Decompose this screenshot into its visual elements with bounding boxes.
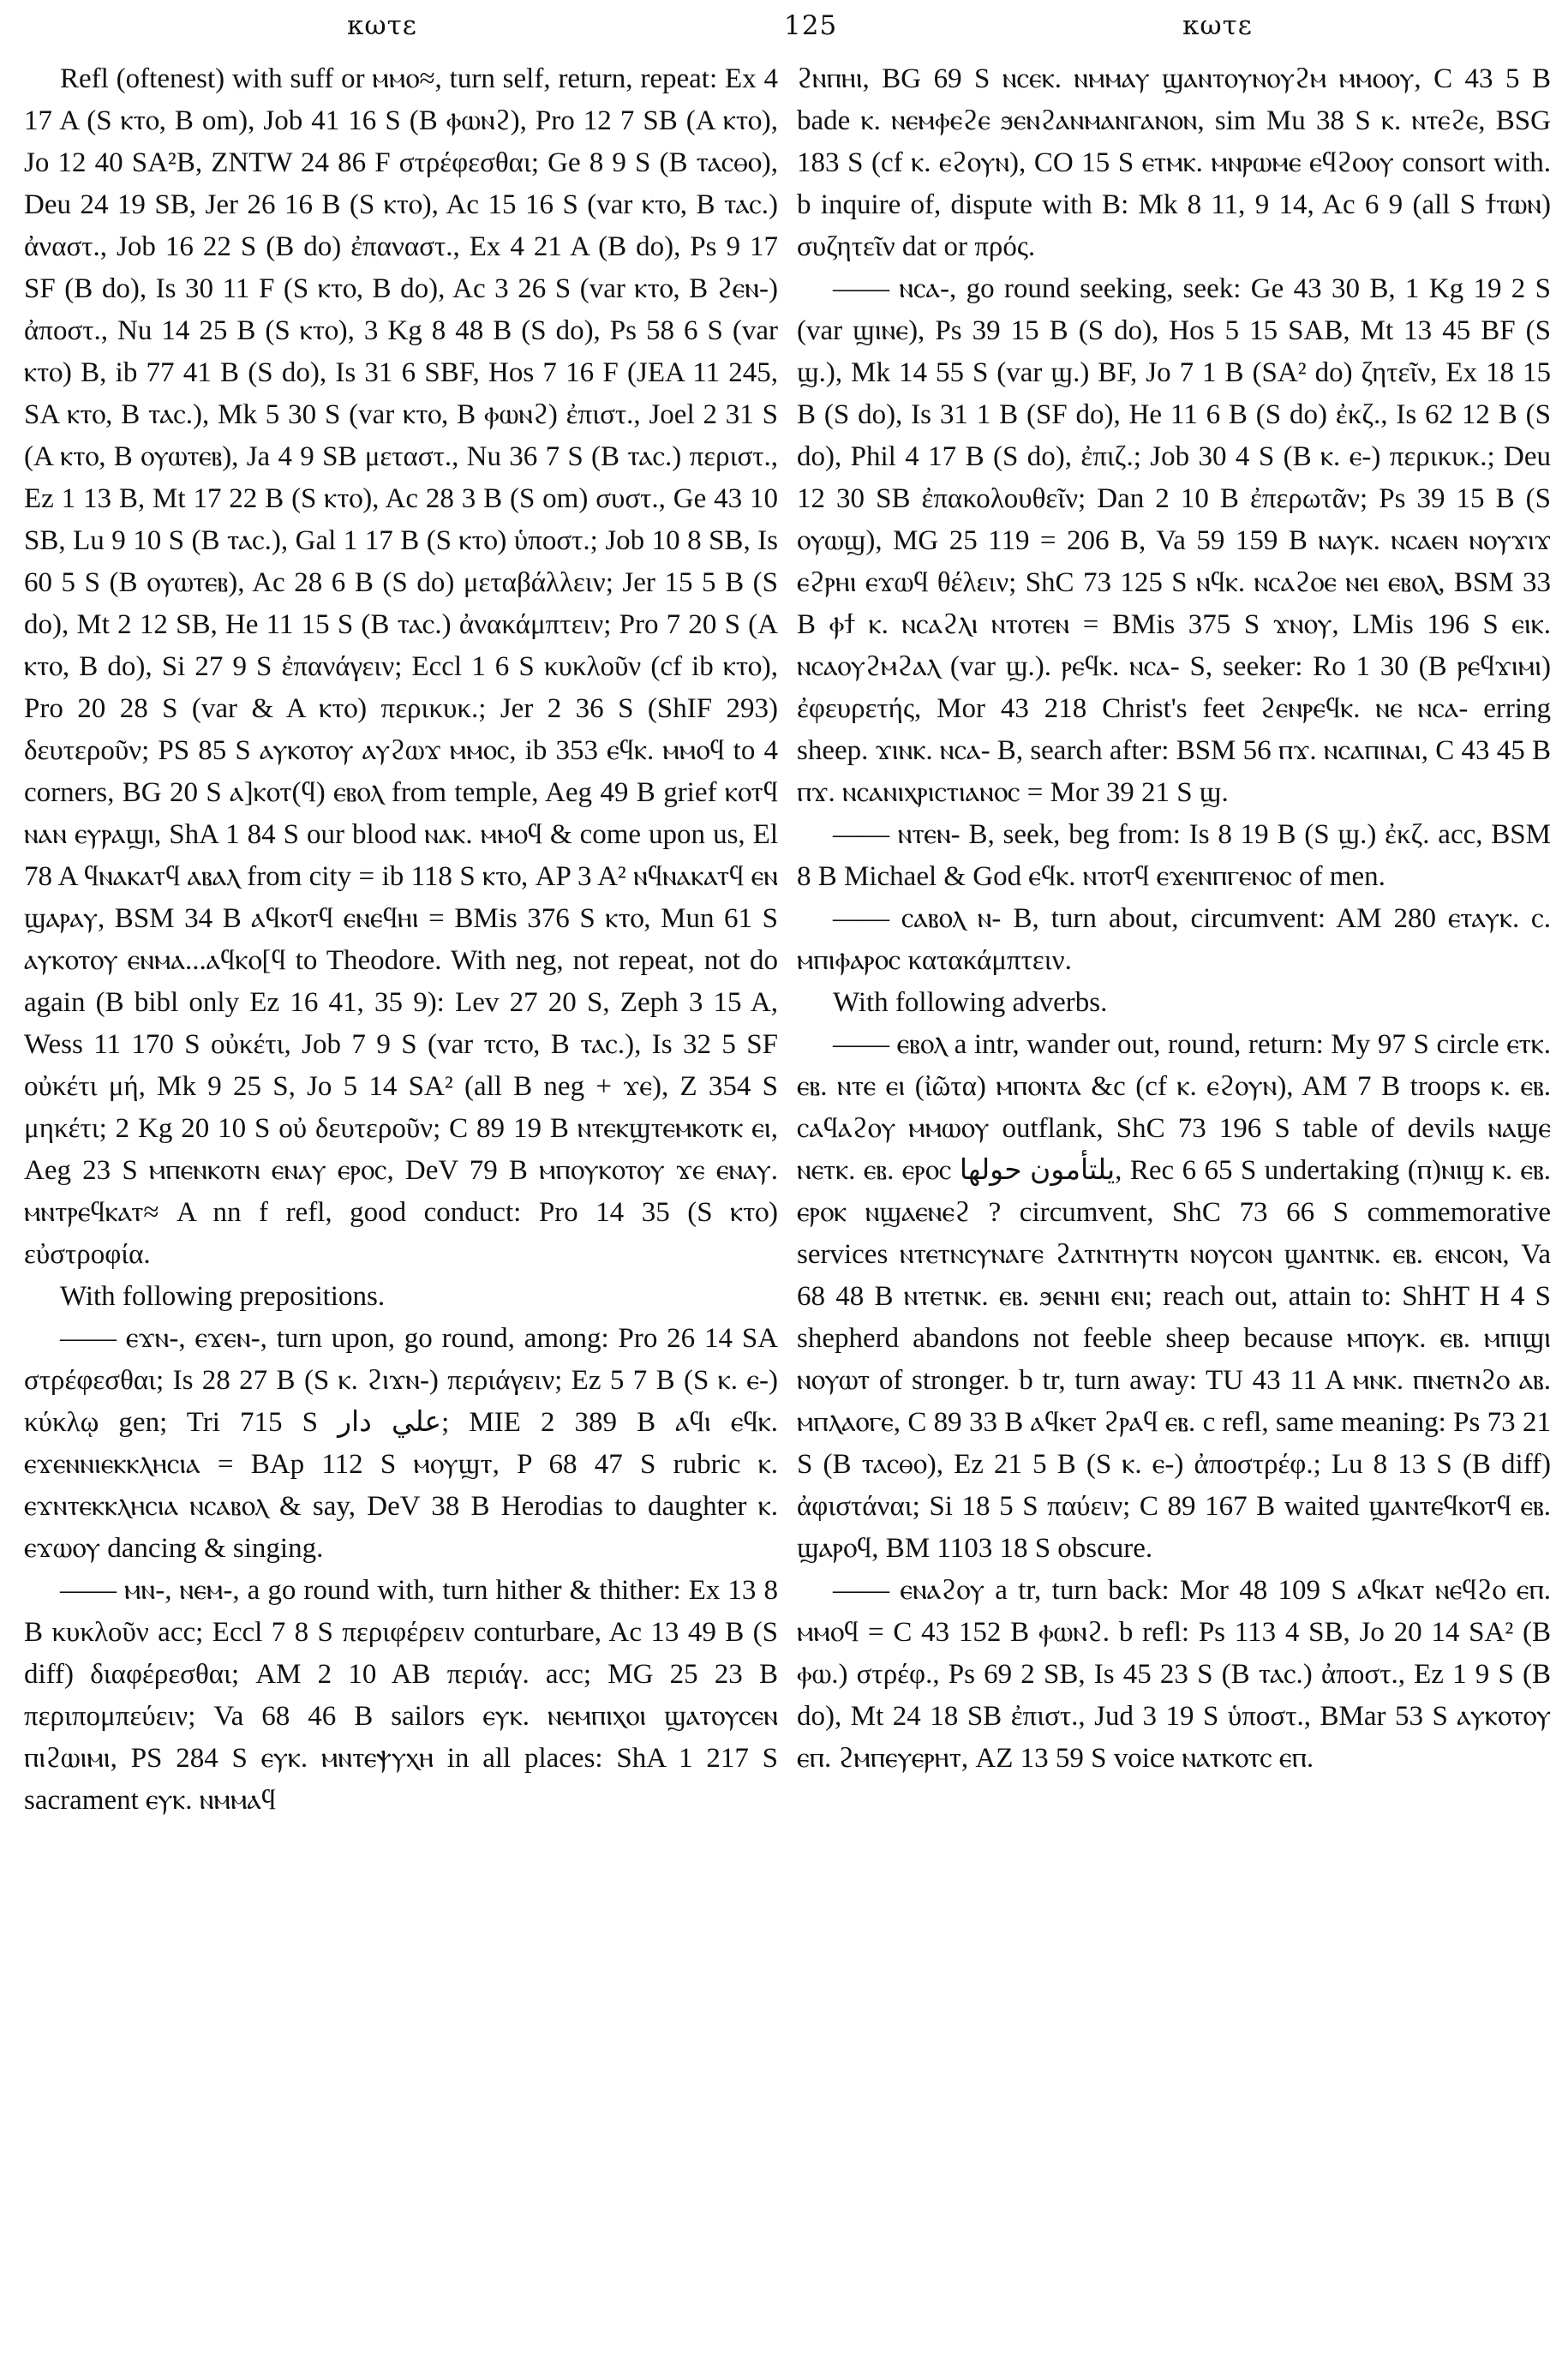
- entry-paragraph: ϩⲛⲡⲏⲓ, BG 69 S ⲛⲥⲉⲕ. ⲛⲙⲙⲁⲩ ϣⲁⲛⲧⲟⲩⲛⲟⲩϩⲙ ⲙⲙⲟⲟⲩ, C 43 5 B bade ⲕ. ⲛⲉⲙⲫⲉϩⲉ ϧⲉⲛϩⲁⲛⲙⲁⲛⲅⲁⲛⲟⲛ, sim Mu 38 S ⲕ. ⲛⲧⲉϩⲉ, BSG 183 S (cf ⲕ. ⲉϩⲟⲩⲛ), CO 15 S ⲉⲧⲙⲕ. ⲙⲛⲣⲱⲙⲉ ⲉϥϩⲟⲟⲩ consort with. b inquire of, dispute with B: Mk 8 11, 9 14, Ac 6 9 (all S ϯⲧⲱⲛ) συζητεῖν dat or πρός.: [797, 63, 1551, 262]
- entry-paragraph: —— ⲙⲛ-, ⲛⲉⲙ-, a go round with, turn hither & thither: Ex 13 8 B κυκλοῦν acc; Eccl 7 8 S περιφέρειν conturbare, Ac 13 49 B (S diff) διαφέρεσθαι; AM 2 10 AB περιάγ. acc; MG 25 23 B περιπομπεύειν; Va 68 46 B sailors ⲉⲩⲕ. ⲛⲉⲙⲡⲓⲭⲟⲓ ϣⲁⲧⲟⲩⲥⲉⲛ ⲡⲓϩⲱⲓⲙⲓ, PS 284 S ⲉⲩⲕ. ⲙⲛⲧⲉⲯⲩⲭⲏ in all places: ShA 1 217 S sacrament ⲉⲩⲕ. ⲛⲙⲙⲁϥ: [24, 1575, 778, 1816]
- entry-paragraph: Refl (oftenest) with suff or ⲙⲙⲟ≈, turn self, return, repeat: Ex 4 17 A (S ⲕⲧⲟ, B om), Job 41 16 S (B ⲫⲱⲛϩ), Pro 12 7 SB (A ⲕⲧⲟ), Jo 12 40 SA²B, ZNTW 24 86 F στρέφεσθαι; Ge 8 9 S (B ⲧⲁⲥⲑⲟ), Deu 24 19 SB, Jer 26 16 B (S ⲕⲧⲟ), Ac 15 16 S (var ⲕⲧⲟ, B ⲧⲁⲥ.) ἀναστ., Job 16 22 S (B do) ἐπαναστ., Ex 4 21 A (B do), Ps 9 17 SF (B do), Is 30 11 F (S ⲕⲧⲟ, B do), Ac 3 26 S (var ⲕⲧⲟ, B ϩⲉⲛ-) ἀποστ., Nu 14 25 B (S ⲕⲧⲟ), 3 Kg 8 48 B (S do), Ps 58 6 S (var ⲕⲧⲟ) B, ib 77 41 B (S do), Is 31 6 SBF, Hos 7 16 F (JEA 11 245, SA ⲕⲧⲟ, B ⲧⲁⲥ.), Mk 5 30 S (var ⲕⲧⲟ, B ⲫⲱⲛϩ) ἐπιστ., Joel 2 31 S (A ⲕⲧⲟ, B ⲟⲩⲱⲧⲉⲃ), Ja 4 9 SB μεταστ., Nu 36 7 S (B ⲧⲁⲥ.) περιστ., Ez 1 13 B, Mt 17 22 B (S ⲕⲧⲟ), Ac 28 3 B (S om) συστ., Ge 43 10 SB, Lu 9 10 S (B ⲧⲁⲥ.), Gal 1 17 B (S ⲕⲧⲟ) ὑποστ.; Job 10 8 SB, Is 60 5 S (B ⲟⲩⲱⲧⲉⲃ), Ac 28 6 B (S do) μεταβάλλειν; Jer 15 5 B (S do), Mt 2 12 SB, He 11 15 S (B ⲧⲁⲥ.) ἀνακάμπτειν; Pro 7 20 S (A ⲕⲧⲟ, B do), Si 27 9 S ἐπανάγειν; Eccl 1 6 S κυκλοῦν (cf ib ⲕⲧⲟ), Pro 20 28 S (var & A ⲕⲧⲟ) περικυκ.; Jer 2 36 S (ShIF 293) δευτεροῦν; PS 85 S ⲁⲩⲕⲟⲧⲟⲩ ⲁⲩϩⲱϫ ⲙⲙⲟⲥ, ib 353 ⲉϥⲕ. ⲙⲙⲟϥ to 4 corners, BG 20 S ⲁ]ⲕⲟⲧ(ϥ) ⲉⲃⲟⲗ from temple, Aeg 49 B grief ⲕⲟⲧϥ ⲛⲁⲛ ⲉⲩⲣⲁϣⲓ, ShA 1 84 S our blood ⲛⲁⲕ. ⲙⲙⲟϥ & come upon us, El 78 A ϥⲛⲁⲕⲁⲧϥ ⲁⲃⲁⲗ from city = ib 118 S ⲕⲧⲟ, AP 3 A² ⲛϥⲛⲁⲕⲁⲧϥ ⲉⲛ ϣⲁⲣⲁⲩ, BSM 34 B ⲁϥⲕⲟⲧϥ ⲉⲛⲉϥⲏⲓ = BMis 376 S ⲕⲧⲟ, Mun 61 S ⲁⲩⲕⲟⲧⲟⲩ ⲉⲛⲙⲁ...ⲁϥⲕⲟ[ϥ to Theodore. With neg, not repeat, not do again (B bibl only Ez 16 41, 35 9): Lev 27 20 S, Zeph 3 15 A, Wess 11 170 S οὐκέτι, Job 7 9 S (var ⲧⲥⲧⲟ, B ⲧⲁⲥ.), Is 32 5 SF οὐκέτι μή, Mk 9 25 S, Jo 5 14 SA² (all B neg + ϫⲉ), Z 354 S μηκέτι; 2 Kg 20 10 S οὐ δευτεροῦν; C 89 19 B ⲛⲧⲉⲕϣⲧⲉⲙⲕⲟⲧⲕ ⲉⲓ, Aeg 23 S ⲙⲡⲉⲛⲕⲟⲧⲛ ⲉⲛⲁⲩ ⲉⲣⲟⲥ, DeV 79 B ⲙⲡⲟⲩⲕⲟⲧⲟⲩ ϫⲉ ⲉⲛⲁⲩ. ⲙⲛⲧⲣⲉϥⲕⲁⲧ≈ A nn f refl, good conduct: Pro 14 35 (S ⲕⲧⲟ) εὐστροφία.: [24, 63, 778, 1270]
- entry-paragraph: —— ⲉϫⲛ-, ⲉϫⲉⲛ-, turn upon, go round, among: Pro 26 14 SA στρέφεσθαι; Is 28 27 B (S ⲕ. ϩⲓϫⲛ-) περιάγειν; Ez 5 7 B (S ⲕ. ⲉ-) κύκλῳ gen; Tri 715 S علي دار; MIE 2 389 B ⲁϥⲓ ⲉϥⲕ. ⲉϫⲉⲛⲛⲓⲉⲕⲕⲗⲏⲥⲓⲁ = BAp 112 S ⲙⲟⲩϣⲧ, P 68 47 S rubric ⲕ. ⲉϫⲛⲧⲉⲕⲕⲗⲏⲥⲓⲁ ⲛⲥⲁⲃⲟⲗ & say, DeV 38 B Herodias to daughter ⲕ. ⲉϫⲱⲟⲩ dancing & singing.: [24, 1323, 779, 1564]
- page-header: [51, 10, 1525, 48]
- section-heading: With following prepositions.: [60, 1281, 386, 1312]
- left-column: [24, 58, 778, 1822]
- right-column: [797, 58, 1551, 1780]
- page-number: 125: [784, 10, 838, 41]
- entry-paragraph: —— ⲛⲧⲉⲛ- B, seek, beg from: Is 8 19 B (S ϣ.) ἐκζ. acc, BSM 8 B Michael & God ⲉϥⲕ. ⲛⲧⲟⲧϥ ⲉϫⲉⲛⲡⲅⲉⲛⲟⲥ of men.: [797, 819, 1551, 892]
- running-head-left: κωτε: [347, 10, 417, 41]
- section-heading: With following adverbs.: [833, 987, 1108, 1018]
- entry-paragraph: —— ⲉⲛⲁϩⲟⲩ a tr, turn back: Mor 48 109 S ⲁϥⲕⲁⲧ ⲛⲉϥϩⲟ ⲉⲡ. ⲙⲙⲟϥ = C 43 152 B ⲫⲱⲛϩ. b refl: Ps 113 4 SB, Jo 20 14 SA² (B ⲫⲱ.) στρέφ., Ps 69 2 SB, Is 45 23 S (B ⲧⲁⲥ.) ἀποστ., Ez 1 9 S (B do), Mt 24 18 SB ἐπιστ., Jud 3 19 S ὑποστ., BMar 53 S ⲁⲩⲕⲟⲧⲟⲩ ⲉⲡ. ϩⲙⲡⲉⲩⲉⲣⲏⲧ, AZ 13 59 S voice ⲛⲁⲧⲕⲟⲧⲥ ⲉⲡ.: [797, 1575, 1551, 1774]
- entry-paragraph: —— ⲉⲃⲟⲗ a intr, wander out, round, return: My 97 S circle ⲉⲧⲕ. ⲉⲃ. ⲛⲧⲉ ⲉⲓ (ἰῶτα) ⲙⲡⲟⲛⲧⲁ &c (cf ⲕ. ⲉϩⲟⲩⲛ), AM 7 B troops ⲕ. ⲉⲃ. ⲥⲁϥⲁϩⲟⲩ ⲙⲙⲱⲟⲩ outflank, ShC 73 196 S table of devils ⲛⲁϣⲉ ⲛⲉⲧⲕ. ⲉⲃ. ⲉⲣⲟⲥ يلتأمون حولها, Rec 6 65 S undertaking (ⲡ)ⲛⲓϣ ⲕ. ⲉⲃ. ⲉⲣⲟⲕ ⲛϣⲁⲉⲛⲉϩ ? circumvent, ShC 73 66 S commemorative services ⲛⲧⲉⲧⲛⲥⲩⲛⲁⲅⲉ ϩⲁⲧⲛⲧⲏⲩⲧⲛ ⲛⲟⲩⲥⲟⲛ ϣⲁⲛⲧⲛⲕ. ⲉⲃ. ⲉⲛⲥⲟⲛ, Va 68 48 B ⲛⲧⲉⲧⲛⲕ. ⲉⲃ. ϧⲉⲛⲏⲓ ⲉⲛⲓ; reach out, attain to: ShHT H 4 S shepherd abandons not feeble sheep because ⲙⲡⲟⲩⲕ. ⲉⲃ. ⲙⲡⲓϣⲓ ⲛⲟⲩⲱⲧ of stronger. b tr, turn away: TU 43 11 A ⲙⲛⲕ. ⲡⲛⲉⲧⲛϩⲟ ⲁⲃ. ⲙⲡⲗⲁⲟⲅⲉ, C 89 33 B ⲁϥⲕⲉⲧ ϩⲣⲁϥ ⲉⲃ. c refl, same meaning: Ps 73 21 S (B ⲧⲁⲥⲑⲟ), Ez 21 5 B (S ⲕ. ⲉ-) ἀποστρέφ.; Lu 8 13 S (B diff) ἀφιστάναι; Si 18 5 S παύειν; C 89 167 B waited ϣⲁⲛⲧⲉϥⲕⲟⲧϥ ⲉⲃ. ϣⲁⲣⲟϥ, BM 1103 18 S obscure.: [797, 1029, 1551, 1564]
- entry-paragraph: —— ⲛⲥⲁ-, go round seeking, seek: Ge 43 30 B, 1 Kg 19 2 S (var ϣⲓⲛⲉ), Ps 39 15 B (S do), Hos 5 15 SAB, Mt 13 45 BF (S ϣ.), Mk 14 55 S (var ϣ.) BF, Jo 7 1 B (SA² do) ζητεῖν, Ex 18 15 B (S do), Is 31 1 B (SF do), He 11 6 B (S do) ἐκζ., Is 62 12 B (S do), Phil 4 17 B (S do), ἐπιζ.; Job 30 4 S (B ⲕ. ⲉ-) περικυκ.; Deu 12 30 SB ἐπακολουθεῖν; Dan 2 10 B ἐπερωτᾶν; Ps 39 15 B (S ⲟⲩⲱϣ), MG 25 119 = 206 B, Va 59 159 B ⲛⲁⲩⲕ. ⲛⲥⲁⲉⲛ ⲛⲟⲩϫⲓϫ ⲉϩⲣⲏⲓ ⲉϫⲱϥ θέλειν; ShC 73 125 S ⲛϥⲕ. ⲛⲥⲁϩⲟⲉ ⲛⲉⲓ ⲉⲃⲟⲗ, BSM 33 B ⲫϯ ⲕ. ⲛⲥⲁϩⲗⲓ ⲛⲧⲟⲧⲉⲛ = BMis 375 S ϫⲛⲟⲩ, LMis 196 S ⲉⲓⲕ. ⲛⲥⲁⲟⲩϩⲙϩⲁⲗ (var ϣ.). ⲣⲉϥⲕ. ⲛⲥⲁ- S, seeker: Ro 1 30 (B ⲣⲉϥϫⲓⲙⲓ) ἐφευρετής, Mor 43 218 Christ's feet ϩⲉⲛⲣⲉϥⲕ. ⲛⲉ ⲛⲥⲁ- erring sheep. ϫⲓⲛⲕ. ⲛⲥⲁ- B, search after: BSM 56 ⲡϫ. ⲛⲥⲁⲡⲓⲛⲁⲓ, C 43 45 B ⲡϫ. ⲛⲥⲁⲛⲓⲭⲣⲓⲥⲧⲓⲁⲛⲟⲥ = Mor 39 21 S ϣ.: [797, 273, 1551, 808]
- running-head-right: κωτε: [1182, 10, 1253, 41]
- entry-paragraph: —— ⲥⲁⲃⲟⲗ ⲛ- B, turn about, circumvent: AM 280 ⲉⲧⲁⲩⲕ. ⲥ. ⲙⲡⲓⲫⲁⲣⲟⲥ κατακάμπτειν.: [797, 903, 1551, 976]
